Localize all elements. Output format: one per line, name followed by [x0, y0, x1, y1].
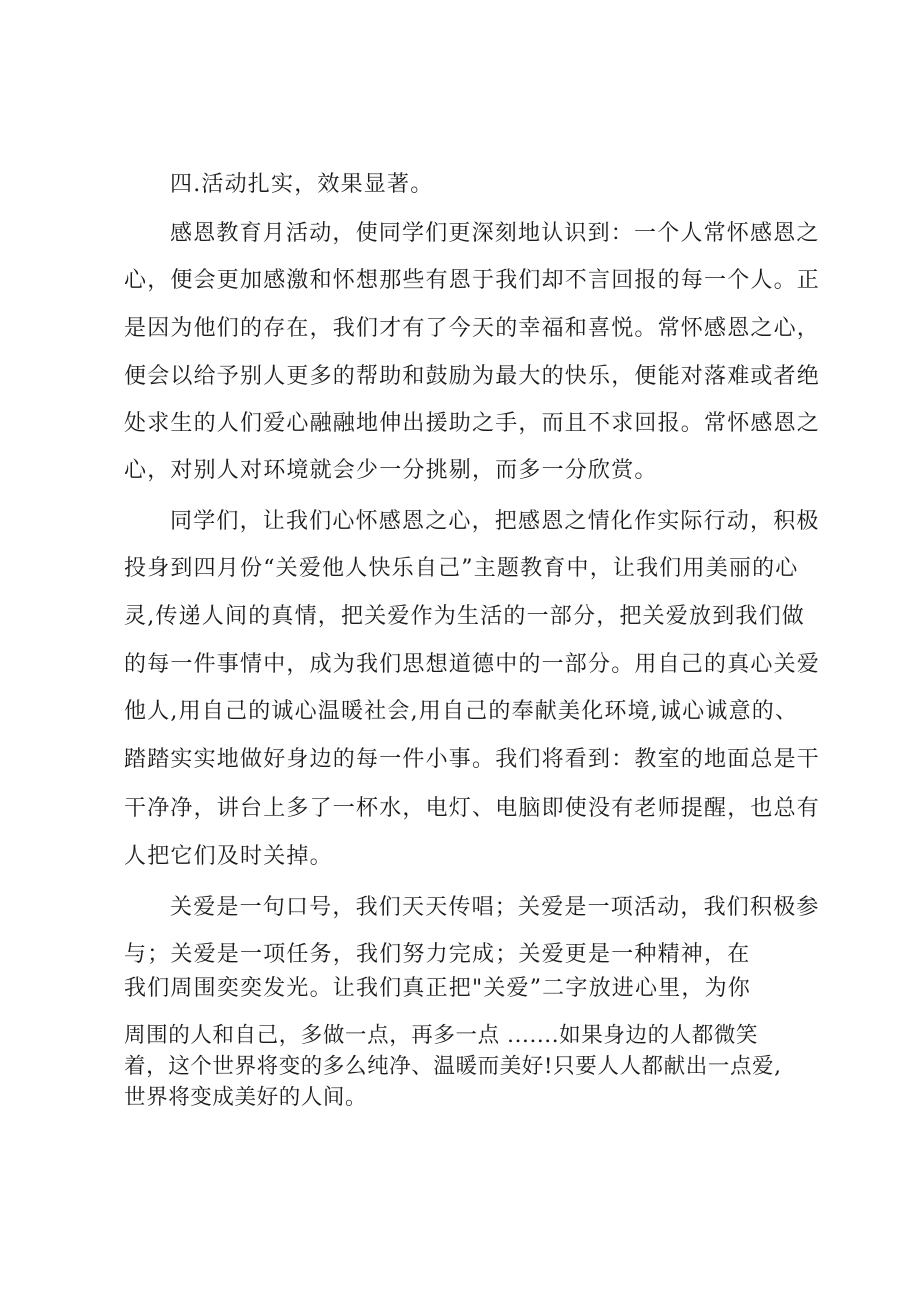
- paragraph-3-line-1: 关爱是一句口号，我们天天传唱；关爱是一项活动，我们积极参: [170, 895, 820, 920]
- paragraph-3-line-3: 我们周围奕奕发光。让我们真正把"关爱”二字放进心里，为你: [124, 976, 751, 1001]
- paragraph-2-line-4: 的每一件事情中，成为我们思想道德中的一部分。用自己的真心关爱: [124, 652, 821, 677]
- paragraph-1-line-5: 处求生的人们爱心融融地伸出援助之手，而且不求回报。常怀感恩之: [124, 411, 821, 436]
- paragraph-1-line-4: 便会以给予别人更多的帮助和鼓励为最大的快乐，便能对落难或者绝: [124, 364, 821, 389]
- paragraph-2-line-2: 投身到四月份“关爱他人快乐自己”主题教育中，让我们用美丽的心: [124, 556, 799, 581]
- paragraph-1-line-2: 心，便会更加感激和怀想那些有恩于我们却不言回报的每一个人。正: [124, 268, 821, 293]
- section-heading: 四.活动扎实，效果显著。: [170, 172, 434, 197]
- paragraph-4-line-3: 世界将变成美好的人间。: [124, 1085, 368, 1110]
- paragraph-1-line-3: 是因为他们的存在，我们才有了今天的幸福和喜悦。常怀感恩之心，: [124, 316, 821, 341]
- paragraph-2-line-5: 他人,用自己的诚心温暖社会,用自己的奉献美化环境,诚心诚意的、: [124, 699, 799, 724]
- paragraph-2-line-6: 踏踏实实地做好身边的每一件小事。我们将看到：教室的地面总是干: [124, 747, 821, 772]
- paragraph-4-line-1: 周围的人和自己，多做一点，再多一点 .......如果身边的人都微笑: [124, 1023, 759, 1048]
- paragraph-2-line-1: 同学们，让我们心怀感恩之心，把感恩之情化作实际行动，积极: [170, 509, 820, 534]
- paragraph-4-line-2: 着，这个世界将变的多么纯净、温暖而美好!只要人人都献出一点爱,: [124, 1054, 782, 1079]
- paragraph-1-line-6: 心，对别人对环境就会少一分挑剔，而多一分欣赏。: [124, 458, 658, 483]
- paragraph-2-line-8: 人把它们及时关掉。: [124, 844, 333, 869]
- paragraph-2-line-3: 灵,传递人间的真情，把关爱作为生活的一部分，把关爱放到我们做: [124, 604, 805, 629]
- paragraph-1-line-1: 感恩教育月活动，使同学们更深刻地认识到：一个人常怀感恩之: [170, 221, 820, 246]
- paragraph-3-line-2: 与；关爱是一项任务，我们努力完成；关爱更是一种精神，在: [124, 942, 751, 967]
- paragraph-2-line-7: 干净净，讲台上多了一杯水，电灯、电脑即使没有老师提醒，也总有: [124, 796, 821, 821]
